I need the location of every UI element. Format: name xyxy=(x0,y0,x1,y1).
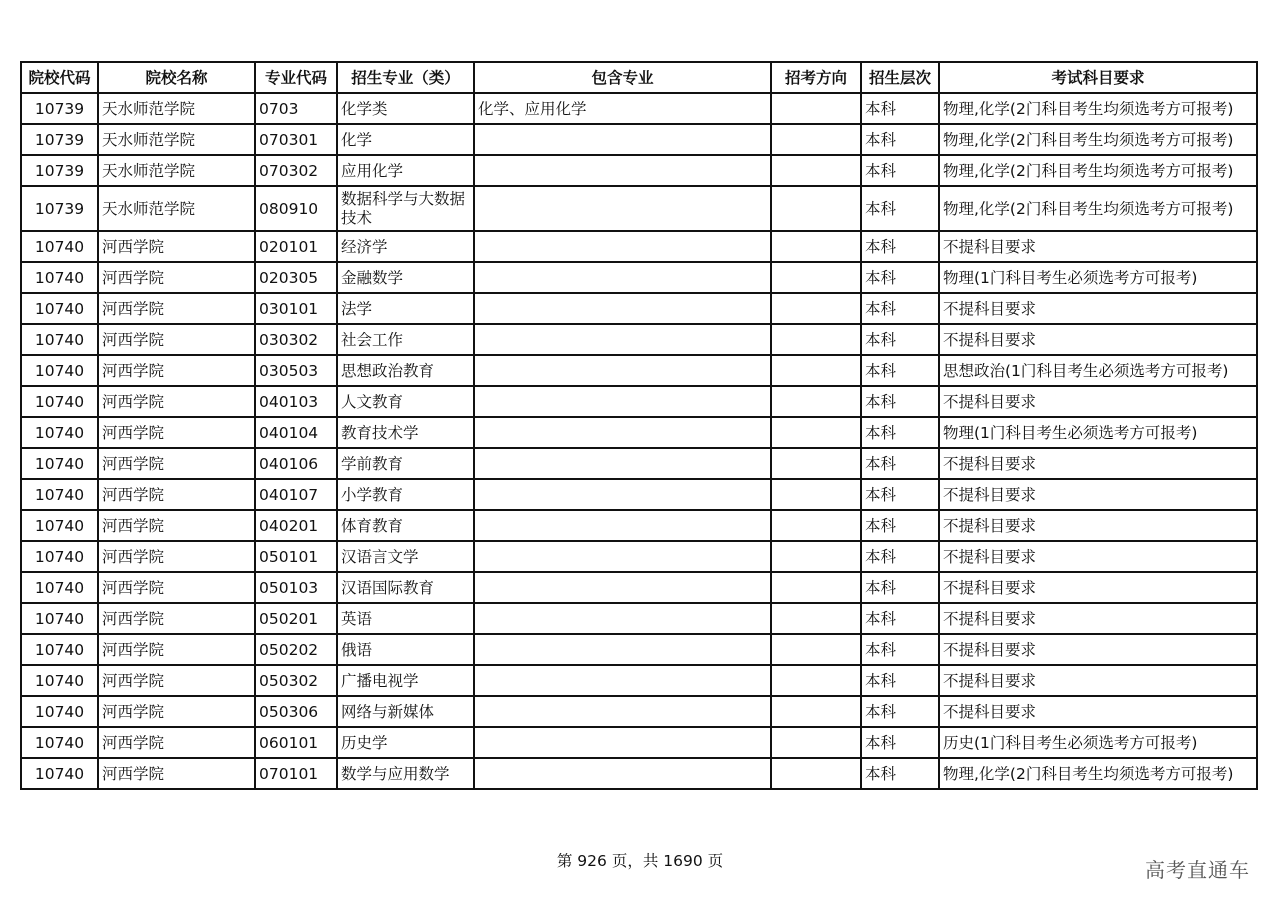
cell-direction xyxy=(771,262,861,293)
table-row xyxy=(21,665,1257,696)
cell-school-code: 10740 xyxy=(21,603,98,634)
cell-subject-requirement: 不提科目要求 xyxy=(939,634,1257,665)
cell-level: 本科 xyxy=(861,386,939,417)
table-row xyxy=(21,572,1257,603)
cell-included-majors xyxy=(474,355,771,386)
cell-school-name: 河西学院 xyxy=(98,603,255,634)
cell-school-code: 10740 xyxy=(21,417,98,448)
cell-school-name: 河西学院 xyxy=(98,479,255,510)
table-row xyxy=(21,696,1257,727)
cell-major-name: 数据科学与大数据技术 xyxy=(337,186,474,231)
cell-subject-requirement: 不提科目要求 xyxy=(939,231,1257,262)
cell-subject-requirement: 物理,化学(2门科目考生均须选考方可报考) xyxy=(939,93,1257,124)
cell-major-code: 030302 xyxy=(255,324,337,355)
cell-school-code: 10740 xyxy=(21,510,98,541)
header-level: 招生层次 xyxy=(861,62,939,93)
cell-school-name: 天水师范学院 xyxy=(98,155,255,186)
cell-direction xyxy=(771,231,861,262)
cell-direction xyxy=(771,324,861,355)
table-row xyxy=(21,386,1257,417)
cell-level: 本科 xyxy=(861,572,939,603)
cell-level: 本科 xyxy=(861,634,939,665)
cell-school-code: 10740 xyxy=(21,541,98,572)
cell-direction xyxy=(771,355,861,386)
table-row xyxy=(21,324,1257,355)
cell-major-name: 化学 xyxy=(337,124,474,155)
cell-included-majors xyxy=(474,634,771,665)
cell-school-name: 河西学院 xyxy=(98,634,255,665)
table-row xyxy=(21,293,1257,324)
cell-major-name: 金融数学 xyxy=(337,262,474,293)
table-row xyxy=(21,124,1257,155)
cell-direction xyxy=(771,634,861,665)
cell-major-name: 经济学 xyxy=(337,231,474,262)
cell-school-code: 10740 xyxy=(21,448,98,479)
cell-subject-requirement: 不提科目要求 xyxy=(939,541,1257,572)
cell-school-name: 河西学院 xyxy=(98,417,255,448)
cell-major-code: 030101 xyxy=(255,293,337,324)
cell-direction xyxy=(771,727,861,758)
cell-subject-requirement: 不提科目要求 xyxy=(939,696,1257,727)
cell-included-majors xyxy=(474,293,771,324)
cell-major-code: 020305 xyxy=(255,262,337,293)
watermark-text: 高考直通车 xyxy=(1145,858,1250,882)
cell-included-majors: 化学、应用化学 xyxy=(474,93,771,124)
cell-major-name: 俄语 xyxy=(337,634,474,665)
cell-major-name: 社会工作 xyxy=(337,324,474,355)
cell-school-name: 河西学院 xyxy=(98,293,255,324)
cell-school-name: 河西学院 xyxy=(98,231,255,262)
cell-school-code: 10740 xyxy=(21,355,98,386)
cell-school-name: 河西学院 xyxy=(98,262,255,293)
cell-subject-requirement: 物理,化学(2门科目考生均须选考方可报考) xyxy=(939,155,1257,186)
table-row xyxy=(21,231,1257,262)
cell-school-code: 10740 xyxy=(21,696,98,727)
cell-school-code: 10739 xyxy=(21,124,98,155)
cell-school-code: 10739 xyxy=(21,155,98,186)
cell-direction xyxy=(771,603,861,634)
cell-major-code: 050302 xyxy=(255,665,337,696)
cell-subject-requirement: 不提科目要求 xyxy=(939,324,1257,355)
cell-subject-requirement: 思想政治(1门科目考生必须选考方可报考) xyxy=(939,355,1257,386)
cell-school-code: 10740 xyxy=(21,634,98,665)
cell-major-name: 学前教育 xyxy=(337,448,474,479)
cell-major-code: 050201 xyxy=(255,603,337,634)
cell-major-name: 网络与新媒体 xyxy=(337,696,474,727)
cell-major-name: 汉语言文学 xyxy=(337,541,474,572)
cell-school-name: 河西学院 xyxy=(98,572,255,603)
header-included-majors: 包含专业 xyxy=(474,62,771,93)
cell-school-code: 10740 xyxy=(21,324,98,355)
cell-direction xyxy=(771,541,861,572)
cell-school-name: 河西学院 xyxy=(98,510,255,541)
cell-level: 本科 xyxy=(861,93,939,124)
cell-major-name: 广播电视学 xyxy=(337,665,474,696)
cell-level: 本科 xyxy=(861,541,939,572)
cell-included-majors xyxy=(474,479,771,510)
cell-subject-requirement: 历史(1门科目考生必须选考方可报考) xyxy=(939,727,1257,758)
cell-subject-requirement: 不提科目要求 xyxy=(939,386,1257,417)
cell-direction xyxy=(771,93,861,124)
cell-level: 本科 xyxy=(861,324,939,355)
cell-level: 本科 xyxy=(861,758,939,789)
cell-major-code: 020101 xyxy=(255,231,337,262)
cell-direction xyxy=(771,386,861,417)
table-row xyxy=(21,479,1257,510)
table-row xyxy=(21,93,1257,124)
table-row xyxy=(21,355,1257,386)
cell-major-code: 030503 xyxy=(255,355,337,386)
cell-school-code: 10739 xyxy=(21,186,98,231)
header-school-code: 院校代码 xyxy=(21,62,98,93)
cell-major-code: 040103 xyxy=(255,386,337,417)
cell-level: 本科 xyxy=(861,231,939,262)
cell-direction xyxy=(771,448,861,479)
cell-included-majors xyxy=(474,124,771,155)
table-row xyxy=(21,262,1257,293)
cell-major-name: 数学与应用数学 xyxy=(337,758,474,789)
cell-included-majors xyxy=(474,510,771,541)
cell-included-majors xyxy=(474,386,771,417)
cell-included-majors xyxy=(474,758,771,789)
cell-direction xyxy=(771,417,861,448)
cell-subject-requirement: 物理,化学(2门科目考生均须选考方可报考) xyxy=(939,124,1257,155)
cell-included-majors xyxy=(474,541,771,572)
cell-major-code: 050202 xyxy=(255,634,337,665)
cell-school-name: 河西学院 xyxy=(98,355,255,386)
cell-included-majors xyxy=(474,262,771,293)
cell-subject-requirement: 物理(1门科目考生必须选考方可报考) xyxy=(939,417,1257,448)
cell-school-name: 河西学院 xyxy=(98,696,255,727)
cell-level: 本科 xyxy=(861,665,939,696)
cell-major-code: 080910 xyxy=(255,186,337,231)
cell-level: 本科 xyxy=(861,355,939,386)
table-row xyxy=(21,758,1257,789)
cell-school-name: 河西学院 xyxy=(98,448,255,479)
header-school-name: 院校名称 xyxy=(98,62,255,93)
cell-level: 本科 xyxy=(861,510,939,541)
cell-school-code: 10740 xyxy=(21,386,98,417)
cell-subject-requirement: 不提科目要求 xyxy=(939,572,1257,603)
cell-level: 本科 xyxy=(861,124,939,155)
header-subject-requirement: 考试科目要求 xyxy=(939,62,1257,93)
cell-major-name: 汉语国际教育 xyxy=(337,572,474,603)
cell-school-code: 10740 xyxy=(21,479,98,510)
cell-included-majors xyxy=(474,603,771,634)
cell-subject-requirement: 物理,化学(2门科目考生均须选考方可报考) xyxy=(939,186,1257,231)
cell-level: 本科 xyxy=(861,186,939,231)
cell-included-majors xyxy=(474,572,771,603)
cell-major-code: 050101 xyxy=(255,541,337,572)
table-row xyxy=(21,603,1257,634)
header-direction: 招考方向 xyxy=(771,62,861,93)
cell-included-majors xyxy=(474,186,771,231)
table-row xyxy=(21,727,1257,758)
header-major: 招生专业（类） xyxy=(337,62,474,93)
cell-school-name: 河西学院 xyxy=(98,665,255,696)
cell-included-majors xyxy=(474,696,771,727)
cell-included-majors xyxy=(474,448,771,479)
cell-direction xyxy=(771,572,861,603)
cell-school-code: 10740 xyxy=(21,262,98,293)
cell-included-majors xyxy=(474,231,771,262)
cell-school-code: 10740 xyxy=(21,231,98,262)
cell-major-code: 060101 xyxy=(255,727,337,758)
cell-major-name: 思想政治教育 xyxy=(337,355,474,386)
cell-subject-requirement: 不提科目要求 xyxy=(939,510,1257,541)
cell-major-name: 体育教育 xyxy=(337,510,474,541)
cell-major-name: 人文教育 xyxy=(337,386,474,417)
cell-direction xyxy=(771,479,861,510)
cell-direction xyxy=(771,293,861,324)
cell-included-majors xyxy=(474,324,771,355)
cell-subject-requirement: 不提科目要求 xyxy=(939,479,1257,510)
table-row xyxy=(21,186,1257,231)
cell-school-code: 10740 xyxy=(21,758,98,789)
cell-direction xyxy=(771,155,861,186)
cell-major-code: 040107 xyxy=(255,479,337,510)
cell-school-name: 天水师范学院 xyxy=(98,186,255,231)
cell-major-code: 0703 xyxy=(255,93,337,124)
header-row xyxy=(21,62,1257,93)
cell-major-name: 英语 xyxy=(337,603,474,634)
cell-school-name: 河西学院 xyxy=(98,541,255,572)
cell-subject-requirement: 不提科目要求 xyxy=(939,293,1257,324)
cell-major-name: 化学类 xyxy=(337,93,474,124)
cell-subject-requirement: 物理(1门科目考生必须选考方可报考) xyxy=(939,262,1257,293)
cell-level: 本科 xyxy=(861,262,939,293)
cell-school-name: 天水师范学院 xyxy=(98,93,255,124)
cell-school-name: 天水师范学院 xyxy=(98,124,255,155)
cell-major-name: 应用化学 xyxy=(337,155,474,186)
cell-included-majors xyxy=(474,665,771,696)
cell-school-name: 河西学院 xyxy=(98,758,255,789)
cell-major-code: 070302 xyxy=(255,155,337,186)
cell-major-code: 040201 xyxy=(255,510,337,541)
cell-major-code: 040104 xyxy=(255,417,337,448)
table-row xyxy=(21,417,1257,448)
header-major-code: 专业代码 xyxy=(255,62,337,93)
cell-level: 本科 xyxy=(861,155,939,186)
cell-school-name: 河西学院 xyxy=(98,324,255,355)
admission-table xyxy=(20,61,1258,790)
cell-level: 本科 xyxy=(861,417,939,448)
cell-school-code: 10740 xyxy=(21,293,98,324)
cell-major-name: 教育技术学 xyxy=(337,417,474,448)
table-row xyxy=(21,448,1257,479)
table-row xyxy=(21,541,1257,572)
cell-school-code: 10740 xyxy=(21,572,98,603)
cell-major-name: 法学 xyxy=(337,293,474,324)
cell-school-name: 河西学院 xyxy=(98,727,255,758)
cell-level: 本科 xyxy=(861,448,939,479)
table-row xyxy=(21,510,1257,541)
cell-level: 本科 xyxy=(861,727,939,758)
table-row xyxy=(21,634,1257,665)
page-number: 第 926 页，共 1690 页 xyxy=(556,852,724,870)
cell-school-code: 10740 xyxy=(21,665,98,696)
cell-direction xyxy=(771,696,861,727)
cell-included-majors xyxy=(474,417,771,448)
cell-major-name: 历史学 xyxy=(337,727,474,758)
cell-level: 本科 xyxy=(861,479,939,510)
cell-subject-requirement: 不提科目要求 xyxy=(939,448,1257,479)
cell-level: 本科 xyxy=(861,293,939,324)
cell-major-name: 小学教育 xyxy=(337,479,474,510)
cell-school-name: 河西学院 xyxy=(98,386,255,417)
cell-direction xyxy=(771,510,861,541)
cell-major-code: 040106 xyxy=(255,448,337,479)
cell-school-code: 10740 xyxy=(21,727,98,758)
table-row xyxy=(21,155,1257,186)
cell-included-majors xyxy=(474,155,771,186)
cell-school-code: 10739 xyxy=(21,93,98,124)
cell-direction xyxy=(771,665,861,696)
cell-major-code: 070101 xyxy=(255,758,337,789)
cell-major-code: 050103 xyxy=(255,572,337,603)
cell-subject-requirement: 不提科目要求 xyxy=(939,603,1257,634)
cell-subject-requirement: 不提科目要求 xyxy=(939,665,1257,696)
cell-major-code: 070301 xyxy=(255,124,337,155)
cell-direction xyxy=(771,186,861,231)
cell-direction xyxy=(771,124,861,155)
cell-subject-requirement: 物理,化学(2门科目考生均须选考方可报考) xyxy=(939,758,1257,789)
cell-major-code: 050306 xyxy=(255,696,337,727)
cell-included-majors xyxy=(474,727,771,758)
cell-direction xyxy=(771,758,861,789)
cell-level: 本科 xyxy=(861,696,939,727)
cell-level: 本科 xyxy=(861,603,939,634)
